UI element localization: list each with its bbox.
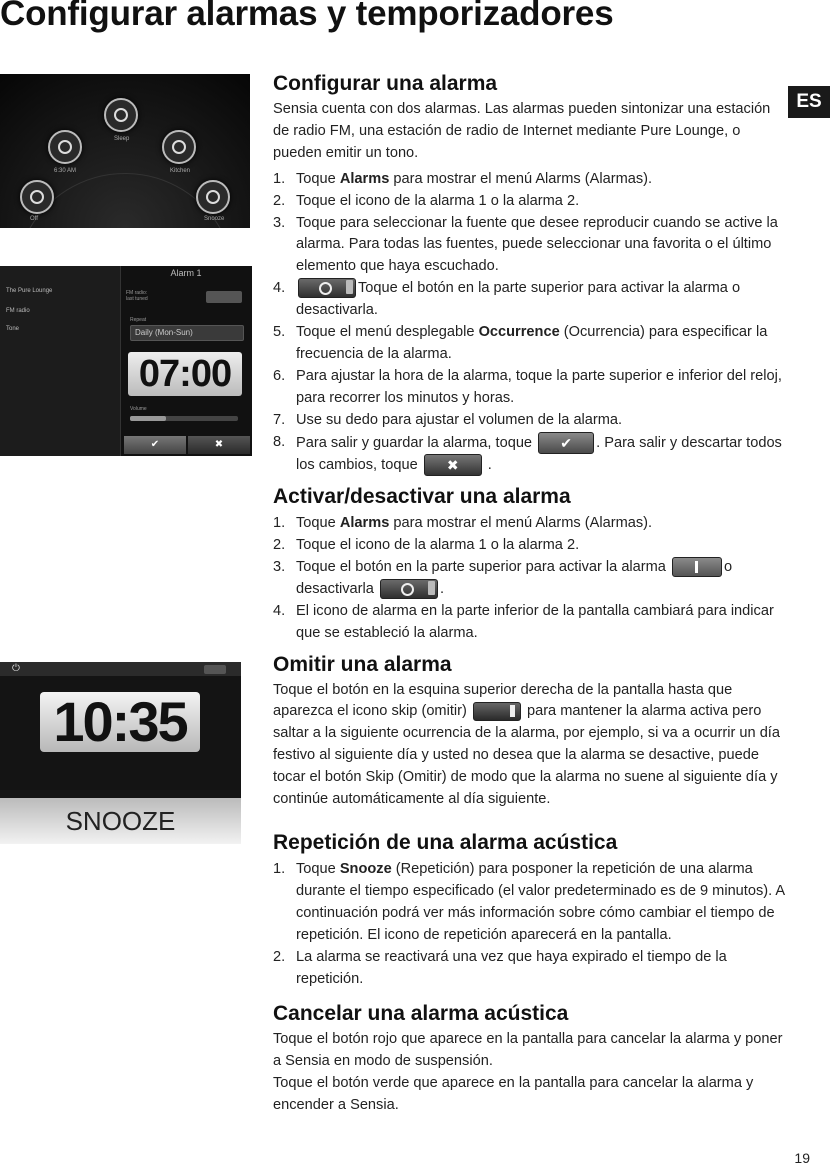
steps-list [273,513,788,644]
step-item: 1. Toque Alarms para mostrar el menú Alarms (Alarmas). [273,515,653,532]
step-item: 8. Para salir y guardar la alarma, toque ✔ . Para salir y descartar todos los cambios, toque ✖ . [273,432,788,478]
menu-label-snooze: Snooze [204,216,225,222]
section-body: Toque el botón en la esquina superior derecha de la pantalla hasta que aparezca el icono skip (omitir) para mantener la alarma activa pero saltar a la siguiente ocurrencia de la alarma, por ejemplo, si va a ocurrir un día festivo al siguiente día y usted no desea que la alarma se desactive, puede tocar el botón Skip (Omitir) de modo que la alarma no suene al siguiente día y continúe automáticamente al día siguiente. [273,681,780,808]
language-tab: ES [788,86,830,118]
alarm-toggle [206,291,242,303]
alarm1-icon [20,180,54,214]
alarm-off-toggle-icon [380,579,438,599]
alarm-settings-screenshot [0,266,252,456]
section-heading: Cancelar una alarma acústica [273,1002,569,1026]
section-body: Toque el botón rojo que aparece en la pantalla para cancelar la alarma y poner a Sensia en modo de suspensión. [273,1031,783,1070]
repeat-dropdown: Daily (Mon-Sun) [130,325,244,341]
step-item: 4. Toque el botón en la parte superior para activar la alarma o desactivarla. [273,280,741,319]
snooze-button [0,798,241,844]
step-item: 1. Toque Alarms para mostrar el menú Alarms (Alarmas). [273,170,653,187]
menu-label-alarm-time: 6:30 AM [54,168,77,174]
alarm-menu-screenshot [0,74,250,228]
menu-label-off: Off [30,216,38,222]
section-intro: Sensia cuenta con dos alarmas. Las alarmas pueden sintonizar una estación de radio FM, una estación de radio de Internet mediante Pure Lounge, o pueden emitir un tono. [273,101,771,161]
section-skip-alarm [273,653,788,811]
source-item: The Pure Lounge [6,288,53,294]
repeat-label: Repeat [130,317,147,323]
close-icon: ✖ [188,436,250,454]
section-heading: Activar/desactivar una alarma [273,485,571,509]
power-icon: ⏻ [12,663,20,674]
step-item: 1. Toque Snooze (Repetición) para posponer la repetición de una alarma durante el tiempo especificado (el valor predeterminado es de 9 minutos). A continuación podrá ver más información sobre cómo cambiar el tiempo de repetición. El icono de repetición aparecerá en la pantalla. [273,861,785,943]
alarm-off-toggle-icon [298,278,356,298]
alarm-time-display: 07:00 [128,352,242,396]
skip-icon [473,702,521,721]
section-heading: Configurar una alarma [273,72,498,95]
check-icon: ✔ [538,432,594,454]
step-item: 6. Para ajustar la hora de la alarma, toque la parte superior e inferior del reloj, para recorrer los minutos y horas. [273,367,782,406]
save-icon: ✔ [124,436,186,454]
skip-toggle-icon [204,665,226,674]
step-item: 7. Use su dedo para ajustar el volumen de la alarma. [273,411,623,428]
alarm-header: Alarm 1 [170,268,202,278]
source-item: Tone [6,326,20,332]
step-item: 2. Toque el icono de la alarma 1 o la alarma 2. [273,192,580,209]
sleep-icon [104,98,138,132]
clock-time-display: 10:35 [40,692,200,752]
section-heading: Omitir una alarma [273,652,452,676]
step-item: 3. Toque el botón en la parte superior para activar la alarma o desactivarla . [273,557,788,601]
steps-list [273,169,788,477]
step-item: 2. La alarma se reactivará una vez que haya expirado el tiempo de la repetición. [273,948,727,987]
clock-screenshot [0,662,241,844]
kitchen-timer-icon [162,130,196,164]
section-cancel [273,1002,788,1117]
source-value: FM radio: last tuned [126,290,148,302]
page-number: 19 [794,1150,810,1166]
page-title: Configurar alarmas y temporizadores [0,0,614,33]
section-heading: Repetición de una alarma acústica [273,831,618,854]
section-set-alarm [273,72,788,477]
volume-slider [130,416,238,421]
section-snooze [273,831,788,990]
close-icon: ✖ [424,454,482,476]
menu-label-sleep: Sleep [114,136,130,142]
menu-label-kitchen: Kitchen [170,168,191,174]
source-item: FM radio [6,308,30,314]
main-content [273,72,788,1125]
step-item: 3. Toque para seleccionar la fuente que desee reproducir cuando se active la alarma. Para todas las fuentes, puede seleccionar una favorita o el último elemento que haya escuchado. [273,214,778,275]
section-toggle-alarm [273,485,788,644]
snooze-label: SNOOZE [65,806,176,836]
snooze-icon [196,180,230,214]
alarm2-icon [48,130,82,164]
volume-label: Volume [130,406,147,412]
steps-list [273,859,788,990]
step-item: 4. El icono de alarma en la parte inferior de la pantalla cambiará para indicar que se estableció la alarma. [273,602,774,641]
source-list [0,266,121,456]
step-item: 2. Toque el icono de la alarma 1 o la alarma 2. [273,537,580,554]
section-body: Toque el botón verde que aparece en la pantalla para cancelar la alarma y encender a Sensia. [273,1075,754,1114]
step-item: 5. Toque el menú desplegable Occurrence (Ocurrencia) para especificar la frecuencia de la alarma. [273,324,768,362]
alarm-on-toggle-icon [672,557,722,577]
